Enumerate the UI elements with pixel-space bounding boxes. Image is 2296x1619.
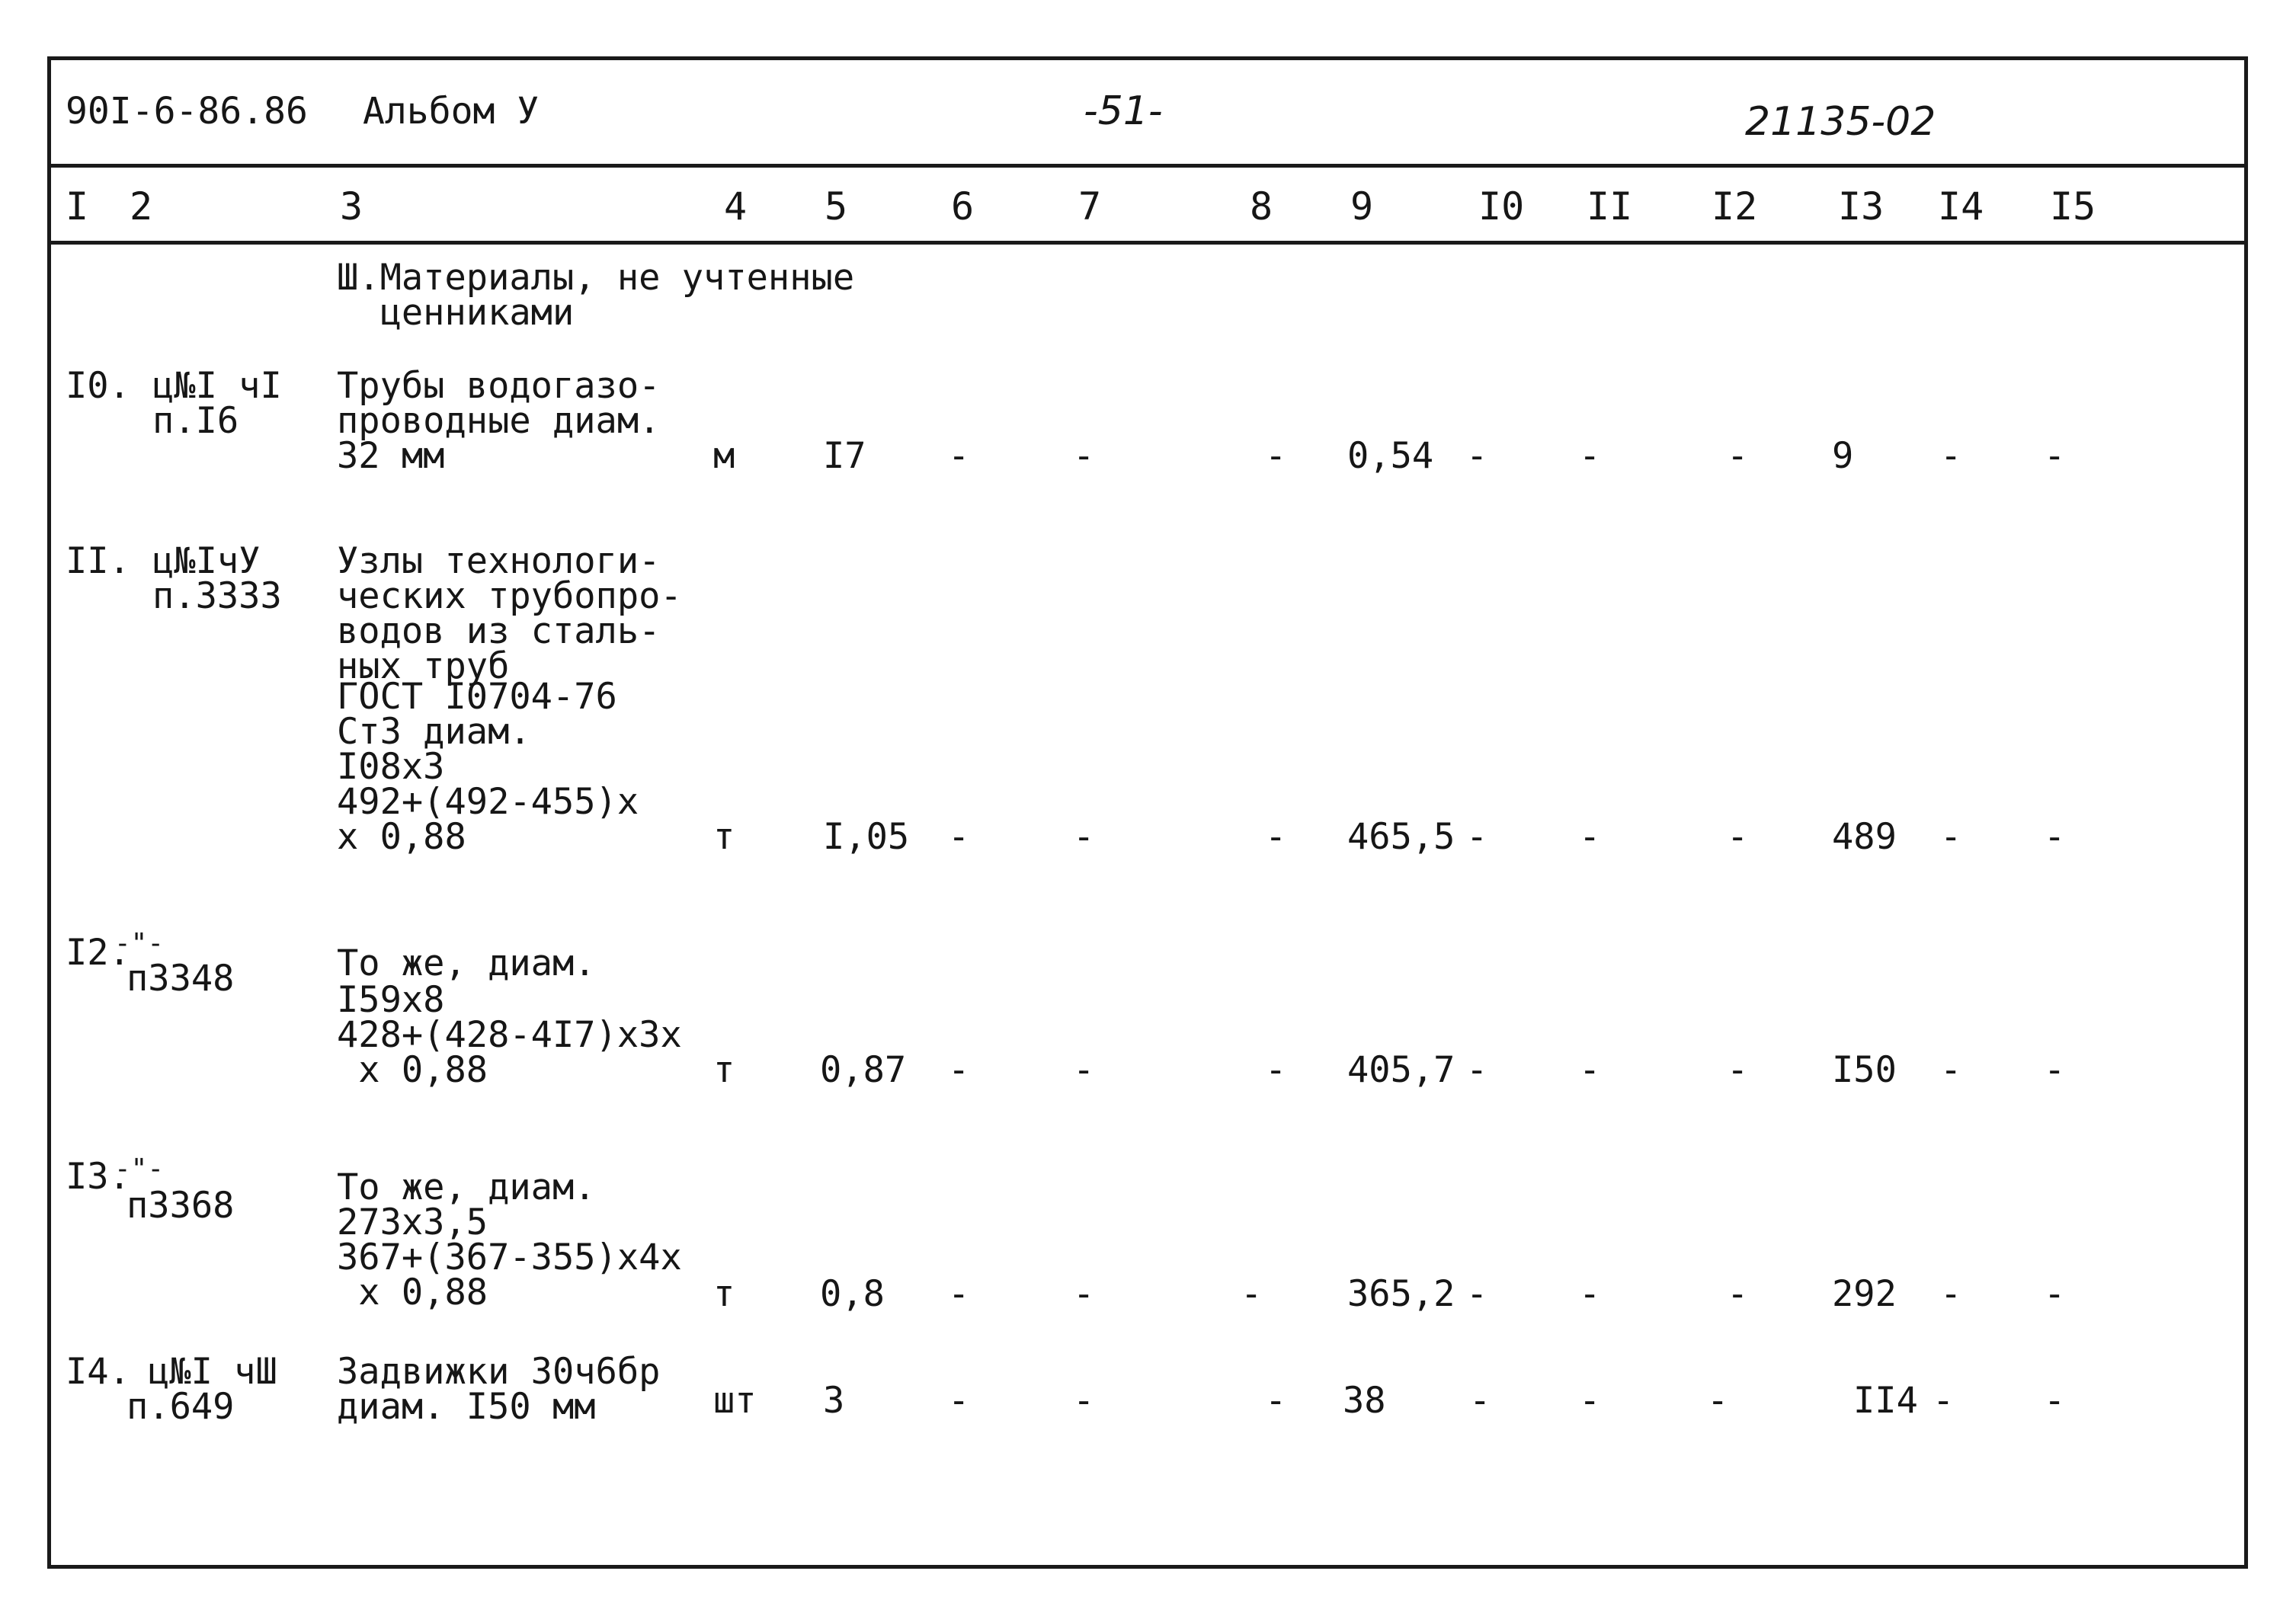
- column-number: II: [1587, 184, 1633, 229]
- value-cell: -: [1265, 816, 1287, 858]
- value-cell: -: [1265, 1380, 1287, 1422]
- value-cell: -: [1241, 1273, 1263, 1315]
- total-cell: 292: [1832, 1273, 1897, 1315]
- unit-cell: т: [713, 1049, 735, 1091]
- value-cell: -: [1579, 816, 1601, 858]
- column-number: 9: [1350, 184, 1374, 229]
- unit-cell: м: [713, 435, 735, 477]
- item-name: водов из сталь-: [337, 610, 661, 652]
- price-cell: 365,2: [1347, 1273, 1455, 1315]
- value-cell: -: [1933, 1380, 1955, 1422]
- item-name: проводные диам.: [337, 400, 661, 442]
- value-cell: -: [948, 1049, 970, 1091]
- price-reference: п3348: [126, 958, 235, 1000]
- quantity-cell: I7: [823, 435, 866, 477]
- item-name: I08х3: [337, 746, 445, 788]
- value-cell: -: [1579, 1380, 1601, 1422]
- item-name: I59х8: [337, 979, 445, 1021]
- total-cell: II4: [1853, 1380, 1918, 1422]
- total-cell: I50: [1832, 1049, 1897, 1091]
- column-number: I5: [2050, 184, 2096, 229]
- price-cell: 465,5: [1347, 816, 1455, 858]
- price-reference: -"-: [114, 928, 165, 959]
- item-name: Узлы технологи-: [337, 540, 661, 582]
- quantity-cell: 3: [823, 1380, 845, 1422]
- unit-cell: шт: [713, 1380, 757, 1422]
- column-number: 8: [1250, 184, 1273, 229]
- value-cell: -: [948, 1273, 970, 1315]
- item-name: То же, диам.: [337, 1166, 596, 1208]
- quantity-cell: 0,8: [820, 1273, 885, 1315]
- value-cell: -: [1579, 1273, 1601, 1315]
- value-cell: -: [1073, 1273, 1095, 1315]
- item-name: диам. I50 мм: [337, 1386, 596, 1428]
- price-reference: п.I6: [152, 400, 239, 442]
- price-reference: п3368: [126, 1185, 235, 1227]
- value-cell: -: [1265, 435, 1287, 477]
- item-name: ческих трубопро-: [337, 575, 682, 617]
- price-reference: ц№I чI: [152, 365, 282, 407]
- item-name: х 0,88: [337, 816, 466, 858]
- item-name: Трубы водогазо-: [337, 365, 661, 407]
- price-cell: 405,7: [1347, 1049, 1455, 1091]
- price-reference: ц№I чШ: [148, 1351, 277, 1393]
- price-reference: -"-: [114, 1153, 165, 1185]
- value-cell: -: [1940, 435, 1962, 477]
- value-cell: -: [948, 816, 970, 858]
- value-cell: -: [1469, 1380, 1491, 1422]
- value-cell: -: [1727, 1273, 1749, 1315]
- section-title: ценниками: [337, 292, 575, 334]
- section-title: Ш.Материалы, не учтенные: [337, 257, 855, 299]
- quantity-cell: I,05: [823, 816, 910, 858]
- column-number: 4: [724, 184, 748, 229]
- row-number: I3.: [66, 1156, 130, 1198]
- row-number: II.: [66, 540, 130, 582]
- value-cell: -: [1940, 1049, 1962, 1091]
- item-name: 273х3,5: [337, 1201, 488, 1243]
- total-cell: 9: [1832, 435, 1854, 477]
- column-number: I3: [1838, 184, 1885, 229]
- value-cell: -: [1466, 1049, 1488, 1091]
- row-number: I4.: [66, 1351, 130, 1393]
- value-cell: -: [2044, 1049, 2066, 1091]
- item-name: 492+(492-455)х: [337, 781, 639, 823]
- item-name: 32 мм: [337, 435, 445, 477]
- unit-cell: т: [713, 1273, 735, 1315]
- value-cell: -: [948, 435, 970, 477]
- value-cell: -: [948, 1380, 970, 1422]
- row-number: I2.: [66, 932, 130, 974]
- item-name: х 0,88: [337, 1272, 488, 1313]
- total-cell: 489: [1832, 816, 1897, 858]
- price-reference: ц№IчУ: [152, 540, 261, 582]
- value-cell: -: [2044, 816, 2066, 858]
- quantity-cell: 0,87: [820, 1049, 907, 1091]
- column-number: I: [66, 184, 89, 229]
- price-reference: п.3333: [152, 575, 282, 617]
- header-rule: [51, 164, 2244, 168]
- value-cell: -: [1073, 435, 1095, 477]
- value-cell: -: [1579, 1049, 1601, 1091]
- value-cell: -: [1073, 1380, 1095, 1422]
- price-cell: 0,54: [1347, 435, 1434, 477]
- price-reference: п.649: [126, 1386, 235, 1428]
- value-cell: -: [1940, 1273, 1962, 1315]
- page-number: -51-: [1084, 88, 1163, 134]
- value-cell: -: [1466, 1273, 1488, 1315]
- unit-cell: т: [713, 816, 735, 858]
- document-code: 90I-6-86.86: [66, 90, 308, 133]
- column-number: I2: [1712, 184, 1758, 229]
- value-cell: -: [2044, 1273, 2066, 1315]
- column-number: 6: [951, 184, 975, 229]
- value-cell: -: [1265, 1049, 1287, 1091]
- value-cell: -: [2044, 435, 2066, 477]
- column-number: 5: [825, 184, 848, 229]
- value-cell: -: [1466, 816, 1488, 858]
- row-number: I0.: [66, 365, 130, 407]
- item-name: х 0,88: [337, 1049, 488, 1091]
- item-name: 428+(428-4I7)х3х: [337, 1014, 682, 1056]
- price-cell: 38: [1343, 1380, 1386, 1422]
- value-cell: -: [1579, 435, 1601, 477]
- value-cell: -: [1727, 1049, 1749, 1091]
- item-name: Задвижки 30ч6бр: [337, 1351, 661, 1393]
- column-number: 2: [130, 184, 153, 229]
- column-number: 7: [1078, 184, 1102, 229]
- item-name: 367+(367-355)х4х: [337, 1237, 682, 1278]
- column-number: I4: [1938, 184, 1984, 229]
- item-name: Ст3 диам.: [337, 711, 531, 753]
- column-number: I0: [1478, 184, 1525, 229]
- album-label: Альбом У: [363, 90, 540, 133]
- value-cell: -: [1727, 816, 1749, 858]
- value-cell: -: [1073, 1049, 1095, 1091]
- item-name: ГОСТ I0704-76: [337, 676, 617, 718]
- value-cell: -: [1940, 816, 1962, 858]
- value-cell: -: [2044, 1380, 2066, 1422]
- item-name: То же, диам.: [337, 942, 596, 984]
- column-header-rule: [51, 241, 2244, 245]
- value-cell: -: [1466, 435, 1488, 477]
- value-cell: -: [1707, 1380, 1729, 1422]
- value-cell: -: [1073, 816, 1095, 858]
- document-number: 21135-02: [1745, 99, 1936, 145]
- column-number: 3: [340, 184, 363, 229]
- value-cell: -: [1727, 435, 1749, 477]
- item-name: ных труб: [337, 645, 510, 687]
